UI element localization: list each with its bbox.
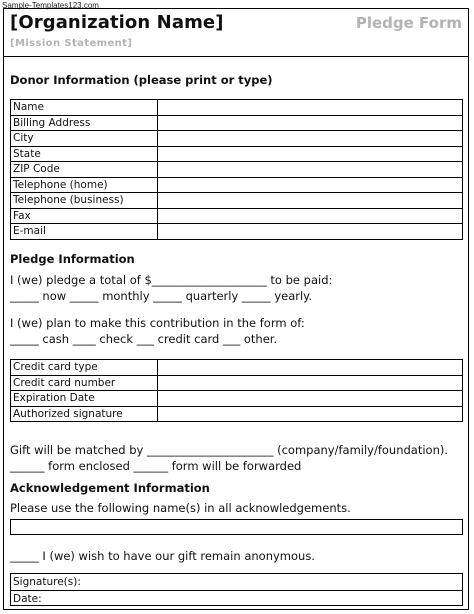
table-row (11, 100, 463, 116)
date-field[interactable] (11, 590, 462, 606)
anonymous-line: _____ I (we) wish to have our gift remain anonymous. (10, 549, 315, 563)
header-divider (4, 56, 469, 57)
watermark: Sample-Templates123.com (2, 1, 99, 10)
acknowledgement-names-line: Please use the following name(s) in all acknowledgements. (10, 501, 351, 515)
acknowledgement-name-field[interactable] (10, 519, 463, 535)
payment-method-line: _____ cash ____ check ___ credit card ___ other. (10, 332, 278, 346)
donor-field-label: Billing Address (11, 115, 158, 131)
table-row (11, 131, 463, 147)
signature-field[interactable] (11, 574, 462, 590)
gift-matched-line: Gift will be matched by ______________________ (company/family/foundation). (10, 443, 449, 457)
credit-card-type-field[interactable] (158, 360, 463, 376)
contribution-form-line: I (we) plan to make this contribution in the form of: (10, 316, 305, 330)
donor-field-label: Fax (11, 208, 158, 224)
table-row (11, 224, 463, 240)
credit-card-number-field[interactable] (158, 375, 463, 391)
mission-statement: [Mission Statement] (10, 38, 133, 49)
gift-form-line: ______ form enclosed ______ form will be forwarded (10, 459, 302, 473)
table-row (11, 177, 463, 193)
signature-box (10, 573, 463, 606)
table-row (11, 406, 463, 422)
pledge-total-line: I (we) pledge a total of $____________________ to be paid: (10, 273, 333, 287)
telephone-home-field[interactable] (158, 177, 463, 193)
donor-field-label: ZIP Code (11, 162, 158, 178)
table-row (11, 193, 463, 209)
card-field-label: Credit card number (11, 375, 158, 391)
card-field-label: Authorized signature (11, 406, 158, 422)
donor-field-label: State (11, 146, 158, 162)
credit-card-table (10, 359, 463, 422)
card-field-label: Expiration Date (11, 391, 158, 407)
donor-field-label: City (11, 131, 158, 147)
pledge-heading: Pledge Information (10, 252, 135, 266)
donor-field-label: Name (11, 100, 158, 116)
city-field[interactable] (158, 131, 463, 147)
expiration-date-field[interactable] (158, 391, 463, 407)
date-label: Date: (13, 593, 42, 605)
email-field[interactable] (158, 224, 463, 240)
table-row (11, 115, 463, 131)
donor-heading: Donor Information (please print or type) (10, 73, 273, 87)
donor-field-label: E-mail (11, 224, 158, 240)
signature-label: Signature(s): (13, 576, 81, 588)
state-field[interactable] (158, 146, 463, 162)
billing-address-field[interactable] (158, 115, 463, 131)
telephone-business-field[interactable] (158, 193, 463, 209)
acknowledgement-heading: Acknowledgement Information (10, 481, 210, 495)
donor-table (10, 99, 463, 240)
name-field[interactable] (158, 100, 463, 116)
donor-field-label: Telephone (business) (11, 193, 158, 209)
card-field-label: Credit card type (11, 360, 158, 376)
zip-code-field[interactable] (158, 162, 463, 178)
table-row (11, 391, 463, 407)
pledge-frequency-line: _____ now _____ monthly _____ quarterly _____ yearly. (10, 289, 312, 303)
table-row (11, 375, 463, 391)
donor-field-label: Telephone (home) (11, 177, 158, 193)
table-row (11, 162, 463, 178)
form-title: Pledge Form (355, 14, 462, 32)
table-row (11, 360, 463, 376)
table-row (11, 208, 463, 224)
authorized-signature-field[interactable] (158, 406, 463, 422)
fax-field[interactable] (158, 208, 463, 224)
organization-name: [Organization Name] (10, 12, 224, 33)
table-row (11, 146, 463, 162)
